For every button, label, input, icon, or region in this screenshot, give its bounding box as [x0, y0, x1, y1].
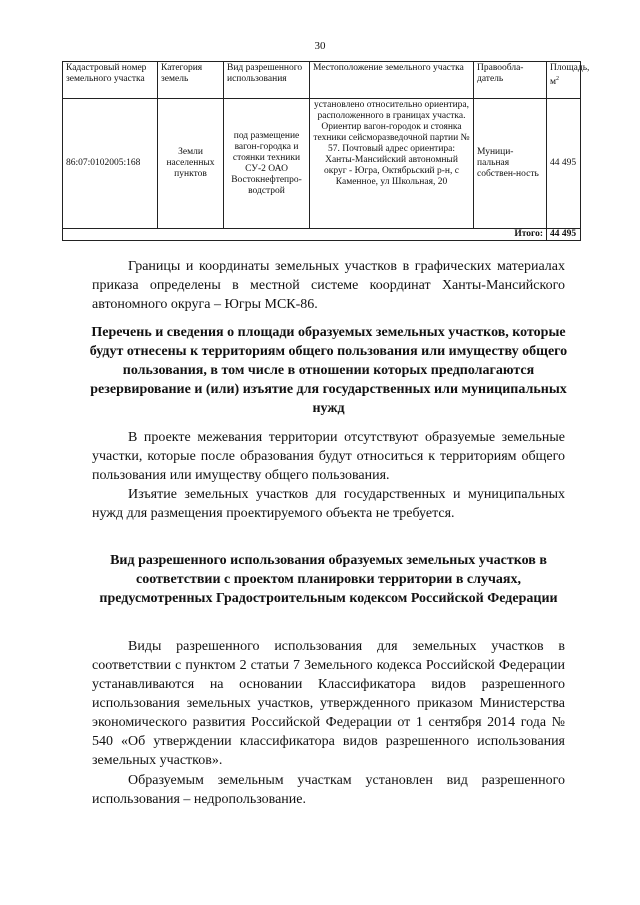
header-category: Категория земель: [158, 62, 224, 99]
cell-owner: Муници-пальная собствен-ность: [474, 99, 547, 229]
total-label: Итого:: [63, 229, 547, 241]
total-value: 44 495: [547, 229, 581, 241]
paragraph-no-seizure: [92, 485, 565, 523]
cell-cadastral: 86:07:0102005:168: [63, 99, 158, 229]
paragraph-subsoil-use-text: Образуемым земельным участкам установлен вид разрешенного использования – недропользование.: [92, 773, 565, 807]
header-cadastral: Кадастровый номер земельного участка: [63, 62, 158, 99]
cell-location: установлено относительно ориентира, расположенного в границах участка. Ориентир вагон-городок и стоянка техники сейсморазведочной партии № 57. Почтовый адрес ориентира: Ханты-Мансийский автономный округ - Югра, Октябрьский р-н, с Каменное, ул Школьная, 20: [310, 99, 474, 229]
table-total-row: [63, 229, 581, 241]
page-number: 30: [314, 40, 326, 52]
table-header-row: [63, 62, 581, 99]
header-area-sup: 2: [556, 76, 560, 82]
heading-public-use-plots: Перечень и сведения о площади образуемых земельных участков, которые будут отнесены к территориям общего пользования или имуществу общего пользования, в том числе в отношении которых предполагаются резервирование и (или) изъятие для государственных или муниципальных нужд: [89, 325, 568, 416]
paragraph-classifier: [92, 637, 565, 770]
cell-area: 44 495: [547, 99, 581, 229]
header-owner: Правообла-датель: [474, 62, 547, 99]
cell-category: Земли населенных пунктов: [158, 99, 224, 229]
cell-use: под размещение вагон-городка и стоянки техники СУ-2 ОАО Востокнефтепро-водстрой: [224, 99, 310, 229]
paragraph-classifier-text: Виды разрешенного использования для земельных участков в соответствии с пунктом 2 статьи 7 Земельного кодекса Российской Федерации устанавливаются на основании Классификатора видов разрешенного использования земельных участков, утвержденного приказом Министерства экономического развития Российской Федерации от 1 сентября 2014 года № 540 «Об утверждении классификатора видов разрешенного использования земельных участков».: [92, 639, 565, 768]
header-location: Местоположение земельного участка: [310, 62, 474, 99]
paragraph-boundaries: [92, 257, 565, 314]
land-plots-table: [62, 61, 590, 241]
heading-permitted-use: Вид разрешенного использования образуемых земельных участков в соответствии с проектом планировки территории в случаях, предусмотренных Градостроительным кодексом Российской Федерации: [99, 553, 558, 606]
header-area-label: Площадь, м: [550, 63, 590, 88]
paragraph-no-seizure-text: Изъятие земельных участков для государственных и муниципальных нужд для размещения проектируемого объекта не требуется.: [92, 487, 565, 521]
paragraph-no-public-plots: [92, 428, 565, 485]
header-use: Вид разрешенного использования: [224, 62, 310, 99]
table-row: [63, 99, 581, 229]
paragraph-boundaries-text: Границы и координаты земельных участков в графических материалах приказа определены в местной системе координат Ханты-Мансийского автономного округа – Югры МСК-86.: [92, 259, 565, 312]
paragraph-subsoil-use: [92, 771, 565, 809]
header-area: [547, 62, 590, 99]
paragraph-no-public-plots-text: В проекте межевания территории отсутствуют образуемые земельные участки, которые после образования будут относиться к территориям общего пользования или имуществу общего пользования.: [92, 430, 565, 483]
